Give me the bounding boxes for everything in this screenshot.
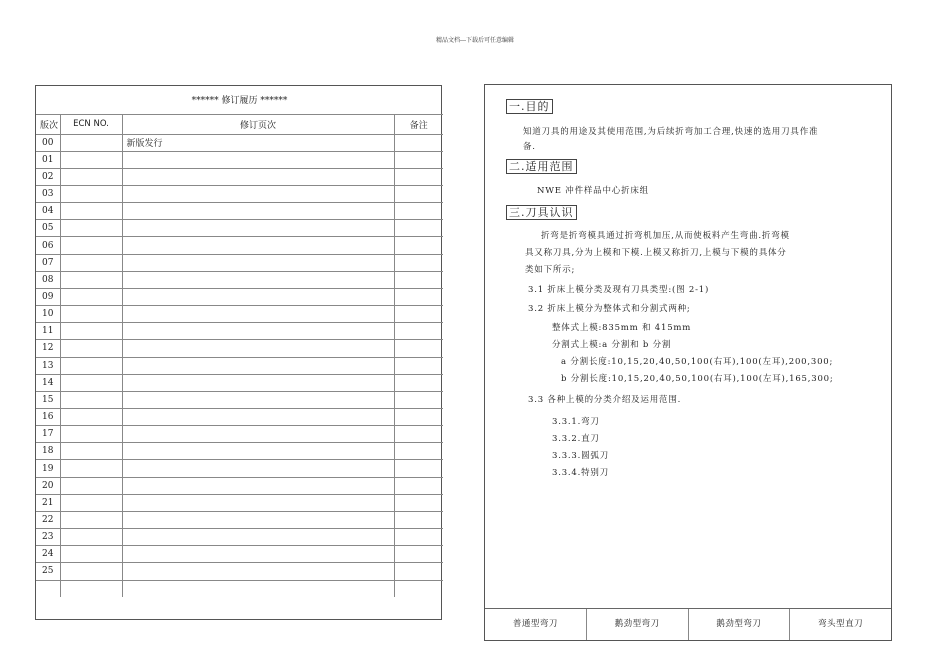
revised-pages-cell (122, 409, 394, 426)
revised-pages-cell (122, 529, 394, 546)
table-row (36, 357, 443, 374)
remarks-cell (394, 306, 443, 323)
revised-pages-cell (122, 185, 394, 202)
remarks-cell (394, 168, 443, 185)
version-cell: 18 (36, 443, 60, 460)
table-row (36, 203, 443, 220)
table-row (36, 426, 443, 443)
remarks-cell (394, 203, 443, 220)
version-cell: 23 (36, 529, 60, 546)
version-cell: 12 (36, 340, 60, 357)
revision-title: ****** 修订履历 ****** (36, 86, 443, 114)
ecn-cell (60, 134, 122, 151)
revised-pages-cell (122, 340, 394, 357)
ecn-cell (60, 546, 122, 563)
revised-pages-cell (122, 391, 394, 408)
version-cell: 01 (36, 151, 60, 168)
version-cell: 19 (36, 460, 60, 477)
ecn-cell (60, 529, 122, 546)
remarks-cell (394, 409, 443, 426)
col-header-version: 版次 (36, 114, 60, 134)
ecn-cell (60, 220, 122, 237)
table-row (36, 323, 443, 340)
ecn-cell (60, 288, 122, 305)
item-3-2: 3.2 折床上模分为整体式和分割式两种; (528, 304, 691, 314)
section-1-title: 一.目的 (506, 99, 553, 114)
revised-pages-cell (122, 271, 394, 288)
ecn-cell (60, 477, 122, 494)
version-cell: 04 (36, 203, 60, 220)
revised-pages-cell (122, 443, 394, 460)
table-row (36, 494, 443, 511)
table-row (36, 168, 443, 185)
ecn-cell (60, 323, 122, 340)
remarks-cell (394, 580, 443, 597)
table-row (36, 151, 443, 168)
version-cell (36, 580, 60, 597)
version-cell: 15 (36, 391, 60, 408)
split-type-punch: 分割式上模:a 分割和 b 分割 (552, 340, 672, 350)
remarks-cell (394, 151, 443, 168)
section-3-para-line2: 具又称刀具,分为上模和下模.上模又称折刀,上模与下模的具体分 (525, 248, 787, 258)
table-row (36, 460, 443, 477)
revised-pages-cell (122, 494, 394, 511)
item-3-3-1: 3.3.1.弯刀 (552, 417, 600, 427)
ecn-cell (60, 409, 122, 426)
ecn-cell (60, 151, 122, 168)
ecn-cell (60, 203, 122, 220)
section-1-body-cont: 备. (523, 142, 536, 152)
section-3-para-line1: 折弯是折弯模具通过折弯机加压,从而使板料产生弯曲.折弯模 (541, 231, 790, 241)
ecn-cell (60, 580, 122, 597)
revised-pages-cell (122, 254, 394, 271)
ecn-cell (60, 563, 122, 580)
revised-pages-cell: 新版发行 (122, 134, 394, 151)
version-cell: 24 (36, 546, 60, 563)
version-cell: 09 (36, 288, 60, 305)
revised-pages-cell (122, 151, 394, 168)
col-header-ecn: ECN NO. (60, 114, 122, 134)
revised-pages-cell (122, 237, 394, 254)
version-cell: 20 (36, 477, 60, 494)
table-row (36, 477, 443, 494)
section-3-title: 三.刀具认识 (506, 205, 577, 220)
table-row (36, 288, 443, 305)
remarks-cell (394, 546, 443, 563)
revised-pages-cell (122, 323, 394, 340)
remarks-cell (394, 511, 443, 528)
tab-standard-bend-punch[interactable]: 普通型弯刀 (512, 619, 558, 629)
table-row (36, 306, 443, 323)
remarks-cell (394, 460, 443, 477)
ecn-cell (60, 391, 122, 408)
remarks-cell (394, 237, 443, 254)
table-row (36, 409, 443, 426)
remarks-cell (394, 357, 443, 374)
ecn-cell (60, 254, 122, 271)
version-cell: 11 (36, 323, 60, 340)
ecn-cell (60, 443, 122, 460)
revised-pages-cell (122, 546, 394, 563)
remarks-cell (394, 443, 443, 460)
version-cell: 02 (36, 168, 60, 185)
table-row (36, 134, 443, 151)
ecn-cell (60, 511, 122, 528)
remarks-cell (394, 340, 443, 357)
table-row (36, 185, 443, 202)
remarks-cell (394, 477, 443, 494)
ecn-cell (60, 357, 122, 374)
item-3-3: 3.3 各种上模的分类介绍及运用范围. (528, 395, 682, 405)
item-3-1: 3.1 折床上模分类及现有刀具类型:(图 2-1) (528, 285, 710, 295)
version-cell: 25 (36, 563, 60, 580)
version-cell: 10 (36, 306, 60, 323)
version-cell: 14 (36, 374, 60, 391)
revised-pages-cell (122, 460, 394, 477)
table-row (36, 529, 443, 546)
document-panel (484, 84, 892, 641)
ecn-cell (60, 494, 122, 511)
section-3-para-line3: 类如下所示; (525, 265, 576, 275)
ecn-cell (60, 185, 122, 202)
whole-type-punch: 整体式上模:835mm 和 415mm (552, 323, 692, 333)
remarks-cell (394, 323, 443, 340)
revised-pages-cell (122, 306, 394, 323)
ecn-cell (60, 168, 122, 185)
ecn-cell (60, 306, 122, 323)
remarks-cell (394, 288, 443, 305)
revised-pages-cell (122, 168, 394, 185)
ecn-cell (60, 426, 122, 443)
col-header-revised-pages: 修订页次 (122, 114, 394, 134)
version-cell: 13 (36, 357, 60, 374)
ecn-cell (60, 460, 122, 477)
remarks-cell (394, 254, 443, 271)
remarks-cell (394, 563, 443, 580)
section-1-body: 知道刀具的用途及其使用范围,为后续折弯加工合理,快速的选用刀具作准 (523, 127, 819, 137)
version-cell: 06 (36, 237, 60, 254)
tab-bent-head-straight-punch[interactable]: 弯头型直刀 (789, 609, 891, 640)
remarks-cell (394, 220, 443, 237)
remarks-cell (394, 529, 443, 546)
table-row (36, 443, 443, 460)
tab-gooseneck-punch-1[interactable]: 鹅劲型弯刀 (586, 609, 688, 640)
section-2-body: NWE 冲件样品中心折床组 (537, 186, 649, 196)
version-cell: 03 (36, 185, 60, 202)
table-row (36, 391, 443, 408)
punch-type-tabs (485, 608, 891, 640)
remarks-cell (394, 134, 443, 151)
remarks-cell (394, 185, 443, 202)
version-cell: 00 (36, 134, 60, 151)
header-note: 精品文档---下载后可任意编辑 (435, 37, 515, 44)
version-cell: 22 (36, 511, 60, 528)
split-b-lengths: b 分割长度:10,15,20,40,50,100(右耳),100(左耳),165,300; (561, 374, 834, 384)
document-content (485, 85, 891, 609)
revised-pages-cell (122, 511, 394, 528)
revised-pages-cell (122, 203, 394, 220)
ecn-cell (60, 374, 122, 391)
item-3-3-3: 3.3.3.圆弧刀 (552, 451, 610, 461)
tab-gooseneck-punch-2[interactable]: 鹅劲型弯刀 (688, 609, 790, 640)
remarks-cell (394, 494, 443, 511)
table-row (36, 237, 443, 254)
revised-pages-cell (122, 563, 394, 580)
remarks-cell (394, 426, 443, 443)
ecn-cell (60, 237, 122, 254)
revised-pages-cell (122, 426, 394, 443)
version-cell: 21 (36, 494, 60, 511)
version-cell: 17 (36, 426, 60, 443)
split-a-lengths: a 分割长度:10,15,20,40,50,100(右耳),100(左耳),200,300; (561, 357, 834, 367)
remarks-cell (394, 374, 443, 391)
table-row (36, 220, 443, 237)
col-header-remarks: 备注 (394, 114, 443, 134)
version-cell: 08 (36, 271, 60, 288)
revised-pages-cell (122, 357, 394, 374)
remarks-cell (394, 271, 443, 288)
table-row (36, 546, 443, 563)
revised-pages-cell (122, 580, 394, 597)
ecn-cell (60, 340, 122, 357)
section-2-title: 二.适用范围 (506, 159, 577, 174)
revised-pages-cell (122, 374, 394, 391)
revised-pages-cell (122, 288, 394, 305)
table-row (36, 374, 443, 391)
revision-history-table (35, 85, 442, 620)
item-3-3-4: 3.3.4.特别刀 (552, 468, 610, 478)
table-row (36, 563, 443, 580)
table-row (36, 254, 443, 271)
revised-pages-cell (122, 477, 394, 494)
version-cell: 16 (36, 409, 60, 426)
version-cell: 07 (36, 254, 60, 271)
version-cell: 05 (36, 220, 60, 237)
table-row (36, 580, 443, 597)
item-3-3-2: 3.3.2.直刀 (552, 434, 600, 444)
ecn-cell (60, 271, 122, 288)
table-row (36, 340, 443, 357)
revised-pages-cell (122, 220, 394, 237)
table-row (36, 511, 443, 528)
table-row (36, 271, 443, 288)
remarks-cell (394, 391, 443, 408)
